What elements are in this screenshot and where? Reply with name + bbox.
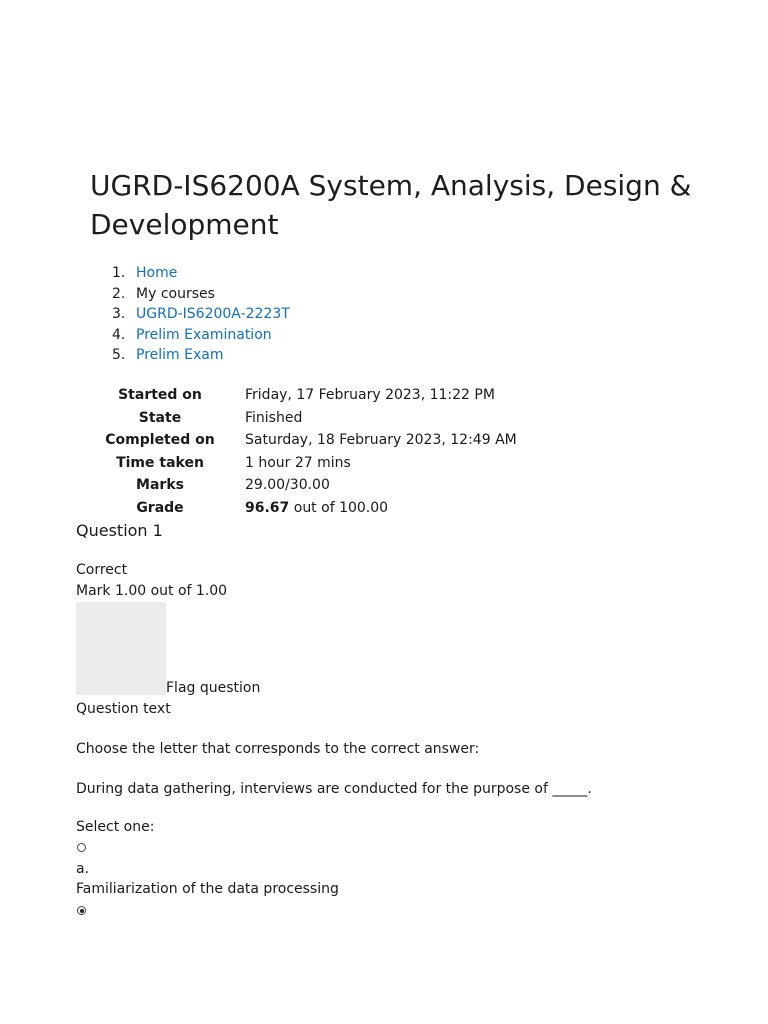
select-one-label: Select one:: [76, 819, 155, 835]
breadcrumb-number: 5.: [112, 347, 126, 363]
question-text-label: Question text: [76, 701, 171, 717]
breadcrumb-label-my-courses: My courses: [136, 285, 215, 302]
breadcrumb-link-home[interactable]: Home: [136, 265, 178, 281]
summary-label: State: [138, 409, 182, 426]
summary-row-started-on: [96, 384, 517, 407]
summary-value: [224, 497, 517, 520]
breadcrumb-number: 2.: [112, 285, 126, 302]
grade-score: 96.67: [245, 499, 290, 516]
flag-question-link[interactable]: Flag question: [166, 680, 261, 696]
breadcrumb-link-prelim-examination[interactable]: Prelim Examination: [136, 326, 272, 343]
question-mark: Mark 1.00 out of 1.00: [76, 583, 228, 599]
breadcrumb-link-course[interactable]: UGRD-IS6200A-2223T: [136, 306, 290, 322]
breadcrumb-number: 3.: [112, 306, 126, 322]
grade-out-of: out of 100.00: [289, 499, 389, 516]
flag-icon[interactable]: [76, 602, 166, 695]
summary-row-time-taken: [96, 452, 517, 475]
breadcrumb-item-prelim-examination[interactable]: [112, 325, 512, 346]
summary-value: 29.00/30.00: [245, 477, 330, 494]
option-b-radio[interactable]: [77, 906, 86, 915]
breadcrumb-link-prelim-exam[interactable]: Prelim Exam: [136, 347, 224, 363]
summary-label: Started on: [118, 387, 202, 404]
summary-label: Marks: [136, 477, 184, 494]
option-a-text: Familiarization of the data processing: [76, 881, 339, 897]
breadcrumb-number: 4.: [112, 326, 126, 343]
breadcrumb-item-course[interactable]: [112, 304, 512, 325]
summary-row-state: [96, 407, 517, 430]
summary-row-completed-on: [96, 429, 517, 452]
option-a-letter: a.: [76, 861, 90, 877]
question-status: Correct: [76, 562, 128, 578]
summary-label: Grade: [136, 499, 184, 516]
summary-row-marks: [96, 474, 517, 497]
question-prompt: During data gathering, interviews are conducted for the purpose of _____.: [76, 781, 592, 797]
question-instruction: Choose the letter that corresponds to the correct answer:: [76, 741, 480, 757]
breadcrumb-item-home[interactable]: [112, 263, 512, 284]
summary-label: Time taken: [116, 454, 204, 471]
question-heading: Question 1: [76, 521, 163, 540]
summary-value: 1 hour 27 mins: [245, 454, 351, 471]
summary-value: Finished: [245, 409, 303, 426]
summary-row-grade: [96, 497, 517, 520]
summary-label: Completed on: [105, 432, 215, 449]
summary-value: Saturday, 18 February 2023, 12:49 AM: [245, 432, 517, 449]
breadcrumb-item-prelim-exam[interactable]: [112, 345, 512, 366]
attempt-summary-table: [96, 384, 517, 519]
breadcrumb-number: 1.: [112, 265, 126, 281]
summary-value: Friday, 17 February 2023, 11:22 PM: [245, 387, 495, 404]
breadcrumb: [112, 263, 512, 366]
course-title: UGRD-IS6200A System, Analysis, Design & Development: [90, 169, 692, 241]
breadcrumb-item-my-courses: [112, 284, 512, 305]
option-a-radio[interactable]: [77, 843, 86, 852]
